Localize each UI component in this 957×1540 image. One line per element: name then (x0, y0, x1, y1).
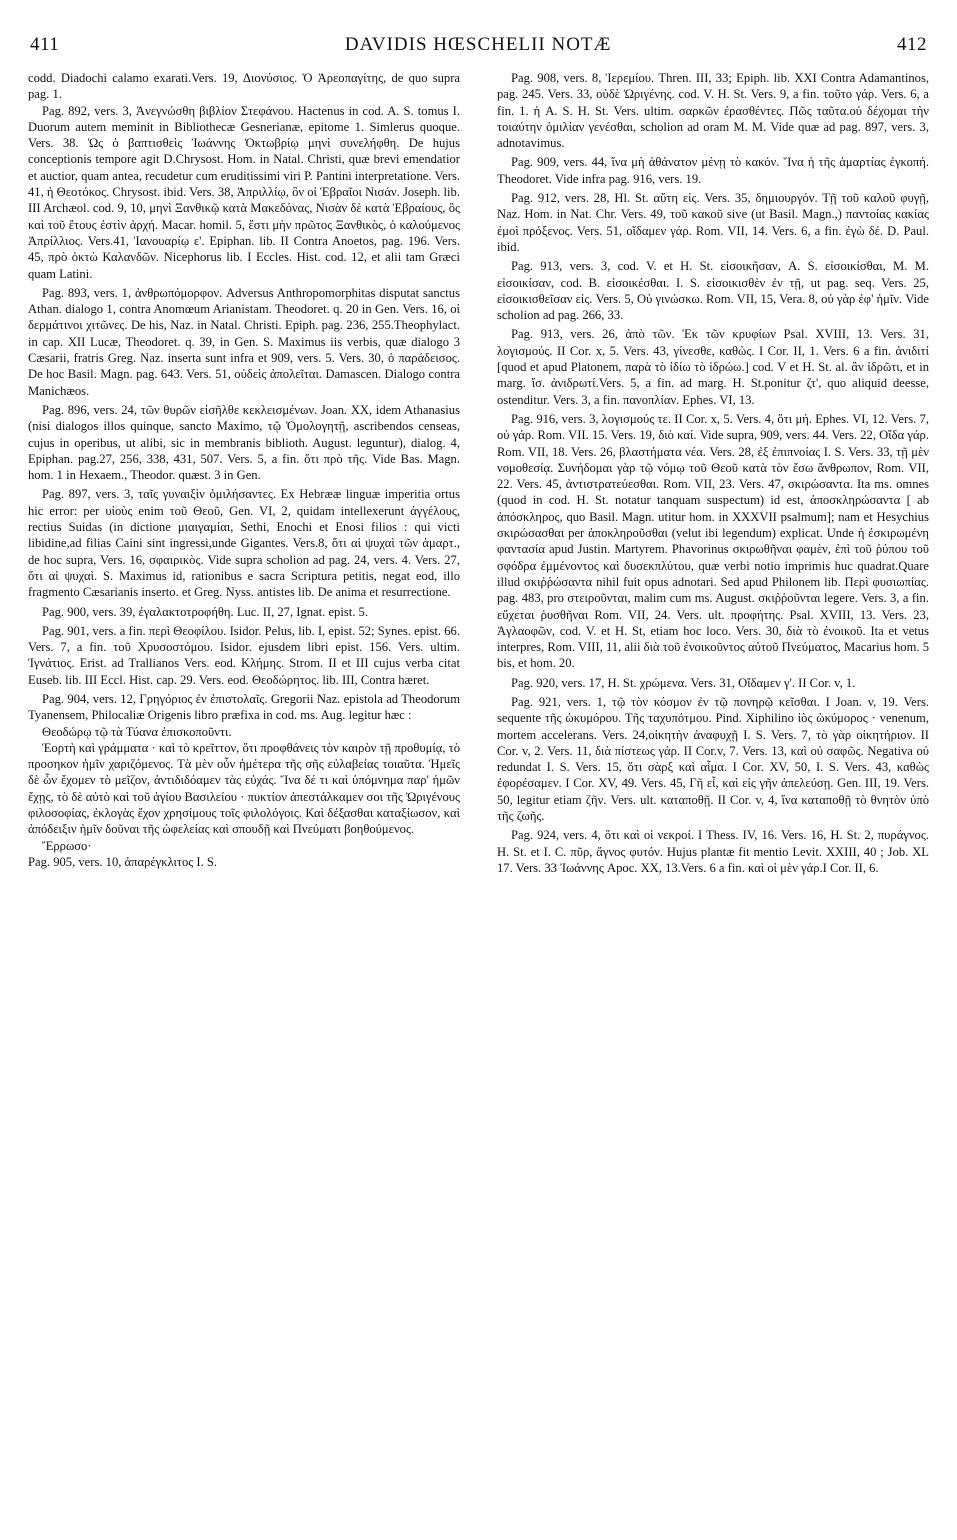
note-paragraph: Pag. 913, vers. 3, cod. V. et H. St. εἰσοικῆσαν, A. S. εἰσοικίσθαι, M. M. εἰσοικίσαν, cod. B. εἰσοικέσθαι. I. S. εἰσοικισθὲν ἐν τῇ, ut pag. seq. Vers. 25, εἰσοικισθεῖσαν εἰς. Vers. 5, Οὐ γινώσκω. Rom. VII, 15, Vera. 8, οὐ γὰρ ἐφ' ἡμῖν. Vide scholion ad pag. 266, 33. (497, 259, 929, 323)
note-paragraph: Θεοδώρῳ τῷ τὰ Τύανα ἐπισκοποῦντι. (42, 724, 232, 739)
note-paragraph: Pag. 920, vers. 17, H. St. χρώμενα. Vers. 31, Οἴδαμεν γ'. II Cor. v, 1. (511, 675, 856, 690)
right-column (497, 70, 929, 876)
note-paragraph: Pag. 909, vers. 44, ἵνα μὴ ἀθάνατον μένῃ τὸ κακόν. Ἵνα ἡ τῆς ἁμαρτίας ἐγκοπή. Theodoret. Vide infra pag. 916, vers. 19. (497, 155, 929, 186)
note-paragraph: Pag. 924, vers. 4, ὅτι καὶ οἱ νεκροί. I Thess. IV, 16. Vers. 16, H. St. 2, πυράγνος. H. St. et I. C. πῦρ, ἄγνος φυτόν. Hujus plantæ fit mentio Levit. XXIII, 40 ; Job. XL 17. Vers. 33 Ἰωάννης Apoc. XX, 13.Vers. 6 a fin. καὶ οἱ μὲν γάρ.I Cor. II, 6. (497, 828, 929, 875)
note-paragraph: Pag. 893, vers. 1, ἀνθρωπόμορφον. Adversus Anthropomorphitas disputat sanctus Athan. dialogo 1, contra Anomœum Arianistam. Theodoret. q. 20 in Gen. Vers. 16, οἱ δερμάτινοι χιτῶνες. De his, Naz. in Natal. Christi. Epiph. pag. 236, 255.Theophylact. in cap. XII Lucæ, Theodoret. q. 39, in Gen. S. Maximus iis verbis, quæ dialogo 3 Cæsarii, fratris Greg. Naz. inserta sunt infra et 909, vers. 5. Vers. 30, ὁ παράδεισος. De hoc Basil. Magn. pag. 643. Vers. 51, οὐδεὶς ἀπολεῖται. Damascen. Dialogo contra Manichæos. (28, 285, 460, 398)
running-header (30, 34, 927, 58)
running-title: DAVIDIS HŒSCHELII NOTÆ (344, 34, 612, 55)
note-paragraph: Pag. 913, vers. 26, ἀπὸ τῶν. Ἐκ τῶν κρυφίων Psal. XVIII, 13. Vers. 31, λογισμούς. II Cor. x, 5. Vers. 43, γίνεσθε, καθὼς. I Cor. II, 1. Vers. 6 a fin. ἀνιδιτί [quod et apud Platonem, παρὰ τὸ ἰδίω τὸ ἱδρώω.] cod. V et H. St. al. ἂν ἱδρῶτι, et in marg. ἴσ. ἀνιδρωτί.Vers. 5, a fin. ad marg. H. St.ponitur ζτ', quo aliquid deesse, ostenditur. Vers. 3, a fin. πανοπλίαν. Ephes. VI, 13. (497, 327, 929, 407)
note-paragraph: codd. Diadochi calamo exarati.Vers. 19, Διονύσιος. Ὁ Ἀρεοπαγίτης, de quo supra pag. 1. (28, 71, 460, 102)
note-paragraph: Pag. 916, vers. 3, λογισμούς τε. II Cor. x, 5. Vers. 4, ὅτι μή. Ephes. VI, 12. Vers. 7, οὐ γάρ. Rom. VII. 15. Vers. 19, διὸ καί. Vide supra, 909, vers. 44. Vers. 22, Οἴδα γάρ. Rom. VII, 18. Vers. 26, βλαστήματα νέα. Vers. 28, ἐξ ἐπιπνοίας I. S. Vers. 33, τῇ μὲν νομοθεσίᾳ. Συνήδομαι γὰρ τῷ νόμῳ τοῦ Θεοῦ κατὰ τὸν ἔσω ἄνθρωπον, Rom. VII, 22. Vers. 45, ἀντιστρατεύεσθαι. Rom. VII, 23. Vers. 47, σκιρώσαντα. Ita ms. omnes (quod in cod. H. St. notatur tanquam suspectum) id est, ἀποσκληρώσαντα [ ab ἀπόσκληρος, quo Basil. Magn. utitur hom. in XXXVII psalmum]; nam et Hesychius σκιρώσασθαι per ἀποκληροῦσθαι (velut ibi legendum) explicat. Unde ἡ ἐσκιρωμένη φαντασία apud Justin. Martyrem. Phavorinus σκιρωθῆναι φαμὲν, ἐπὶ τοῦ ῥύπου τοῦ σφόδρα ἐμμένοντος καὶ δυσεκπλύτου, quæ verbi notio imprimis huc quadrat.Quare illud σκιῤῥώσαντα nihil fuit opus adnotari. Sed apud Philonem lib. Περὶ φυσιωπίας. pag. 483, pro στειροῦνται, malim cum ms. August. σκιῤῥοῦνται legere. Vers. 3, a fin. εὔχεται ῥυσθῆναι Rom. VII, 24. Vers. ult. προφήτης. Psal. XVIII, 13. Vers. 23, Ἀγλαοφῶν, cod. V. et H. St, etiam hoc loco. Vers. 30, διὰ τὸ ἐνοικοῦ. Ita et vetus interpres, Rom. VIII, 11, alii διὰ τοῦ ἐνοικοῦντος αὐτοῦ Πνεύματος, Macarius hom. 5 bis, et hom. 20. (497, 411, 929, 671)
note-paragraph: Pag. 908, vers. 8, Ἱερεμίου. Thren. III, 33; Epiph. lib. XXI Contra Adamantinos, pag. 245. Vers. 33, οὐδὲ Ὠριγένης. cod. V. H. St. Vers. 9, a fin. τοῦτο γάρ. Vers. 6, a fin. 1. ἡ A. S. H. St. Vers. ultim. σαρκῶν ἐρασθέντες. Πῶς ταῦτα.οὐ δέχομαι τὴν τοιαύτην ὁμιλίαν γενέσθαι, scholion ad oram M. M. Vide quæ ad pag. 897, vers. 3, adnotavimus. (497, 71, 929, 151)
note-paragraph: Pag. 904, vers. 12, Γρηγόριος ἐν ἐπιστολαῖς. Gregorii Naz. epistola ad Theodorum Tyanensem, Philocaliæ Origenis libro præfixa in cod. ms. Aug. legitur hæc : (28, 691, 460, 723)
note-paragraph: Ἔρρωσο· (42, 838, 92, 853)
note-paragraph: Pag. 905, vers. 10, ἀπαρέγκλιτος I. S. (28, 854, 218, 869)
note-paragraph: Pag. 912, vers. 28, Hl. St. αὕτη εἰς. Vers. 35, δημιουργόν. Τῇ τοῦ καλοῦ φυγῇ, Naz. Hom. in Nat. Chr. Vers. 49, τοῦ κακοῦ sive (ut Basil. Magn.,) παντοίας κακίας ἐμοὶ πρόξενος. Vers. 51, οἴδαμεν γάρ. Rom. VII, 14. Vers. 6, a fin. ἐγὼ δέ. D. Paul. ibid. (497, 191, 929, 254)
note-paragraph: Pag. 901, vers. a fin. περὶ Θεοφίλου. Isidor. Pelus, lib. I, epist. 52; Synes. epist. 66. Vers. 7, a fin. τοῦ Χρυσοστόμου. Isidor. ejusdem libri epist. 156. Vers. ultim. Ἰγνάτιος. Erist. ad Trallianos Vers. eod. Κλήμης. Strom. II et III cujus verba citat Euseb. lib. III Eccl. Hist. cap. 29. Vers. eod. Θεοδώρητος. lib. III, Contra hæret. (28, 623, 460, 687)
left-page-number: 411 (30, 34, 60, 55)
note-paragraph: Pag. 896, vers. 24, τῶν θυρῶν εἰσῆλθε κεκλεισμένων. Joan. XX, idem Athanasius (nisi dialogos illos quinque, sancto Maximo, τῷ Ὁμολογητῇ, ascribendos censeas, cujus in operibus, ut alibi, sic in membranis biblioth. August. leguntur), dialog. 4, Epiphan. pag.27, 256, 338, 431, 507. Vers. 5, a fin. ὅτι πρὸ τῆς. Vide Bas. Magn. hom. 1 in Hexaem., Theodor. quæst. 3 in Gen. (28, 402, 460, 483)
note-paragraph: Pag. 892, vers. 3, Ἀνεγνώσθη βιβλίον Στεφάνου. Hactenus in cod. A. S. tomus I. Duorum autem meminit in Bibliothecæ Gesnerianæ, epitome 1. Simlerus quoque. Vers. 38. Ὡς ὁ βαπτισθεὶς Ἰωάννης Ὀκτωβρίῳ μηνὶ συνελήφθη. De hujus conceptionis tempore agit D.Chrysost. Hom. in Natal. Christi, quæ brevi emendatior et auctior, quam antea, recudetur cum eruditissimi viri P. Pantini interpretatione. Vers. 41, ἡ Θεοτόκος. Chrysost. ibid. Vers. 38, Ἀπριλλίῳ, ὃν οἱ Ἑβραῖοι Νισάν. Joseph. lib. III Archæol. cod. 9, 10, μηνὶ Ξανθικῷ κατὰ Μακεδόνας, Νισὰν δὲ κατὰ Ἑβραίους, ὃς καὶ τοῦ ἔτους ἐστὶν ἀρχή. Macar. homil. 5, ἔστι μὴν πρῶτος Ξανθικὸς, ὁ καλούμενος Ἀπρίλλιος. Vers.41, Ἰανουαρίῳ ε'. Epiphan. lib. II Contra Anoetos, pag. 196. Vers. 45, πρὸ ὀκτὼ Καλανδῶν. Nicephorus lib. I Eccles. Hist. cod. 12, et alii tam Græci quam Latini. (28, 103, 460, 281)
left-column (28, 70, 460, 870)
right-page-number: 412 (897, 34, 927, 55)
note-paragraph: Ἑορτὴ καὶ γράμματα · καὶ τὸ κρεῖττον, ὅτι προφθάνεις τὸν καιρὸν τῇ προθυμίᾳ, τὸ προσηκον ἡμῖν χαριζόμενος. Τὰ μὲν οὖν ἡμέτερα τῆς σῆς εὐλαβείας τοιαῦτα. Ἡμεῖς δὲ ὧν ἔχομεν τὸ μεῖζον, ἀντιδιδόαμεν τὰς εὐχάς. Ἵνα δέ τι καὶ ὑπόμνημα παρ' ἡμῶν ἔχῃς, τὸ δὲ αὐτὸ καὶ τοῦ ἁγίου Βασιλείου · πυκτίον ἀπεστάλκαμεν σοι τῆς Ὠριγένους φιλοσοφίας, ἐκλογὰς ἔχον χρησίμους τοῖς φιλολόγοις. Καὶ δέξασθαι καταξίωσον, καὶ ἀπόδειξιν ἡμῖν δοῦναι τῆς ὠφελείας καὶ σπουδῇ καὶ Πνεύματι βοηθούμενος. (28, 740, 460, 837)
note-paragraph: Pag. 921, vers. 1, τῷ τὸν κόσμον ἐν τῷ πονηρῷ κεῖσθαι. I Joan. v, 19. Vers. sequente τῆς ὠκυμόρου. Τῆς ταχυπότμου. Pind. Xiphilino ἰὸς ὠκύμορος · venenum, mortem accelerans. Vers. 24,οἰκητὴν ἀναφυχῇ I. S. Vers. 7, τὸ γὰρ οἰκητήριον. II Cor. v, 2. Vers. 11, διὰ πίστεως γάρ. II Cor.v, 7. Vers. 13, καὶ οὐ σαφῶς. Negativa oὐ redundat I. S. Vers. 15, ὅτι σὰρξ καὶ αἷμα. I Cor. XV, 50, I. S. Vers. 43, καθὼς ἐφορέσαμεν. I Cor. XV, 49. Vers. 45, Γῆ εἶ, καὶ εἰς γῆν ἀπελεύσῃ. Gen. III, 19. Vers. 50, legitur etiam ζῆν. Vers. ult. καταποθῇ. II Cor. v, 4, ἵνα καταποθῇ τὸ θνητὸν ὑπὸ τῆς ζωῆς. (497, 694, 929, 824)
note-paragraph: Pag. 900, vers. 39, ἐγαλακτοτροφήθη. Luc. II, 27, Ignat. epist. 5. (42, 604, 368, 619)
note-paragraph: Pag. 897, vers. 3, ταῖς γυναιξὶν ὁμιλήσαντες. Ex Hebrææ linguæ imperitia ortus hic error: per υἱοὺς enim τοῦ Θεοῦ, Gen. VI, 2, quidam intellexerunt ἀγγέλους, rectius Suidas (in dictione μιαιγαμίαι, Sethi, Enochi et Enosi filios : qui victi libidine,ad filias Caini sint ingressi,unde Gigantes. Vers.8, ὅτι αἱ ψυχαὶ τῶν ἁμαρτ., de hoc supra, Vers. 16, σφαιρικὸς. Vide supra scholion ad pag. 24, vers. 4. Vers. 27, ὅτι αἱ ψυχαὶ. S. Maximus id, rationibus e sacra Scriptura petitis, negat eod, illo fragmento Cæsarianis inserto. et Greg. Nyss. antistes lib. De anima et resurrectione. (28, 487, 460, 600)
